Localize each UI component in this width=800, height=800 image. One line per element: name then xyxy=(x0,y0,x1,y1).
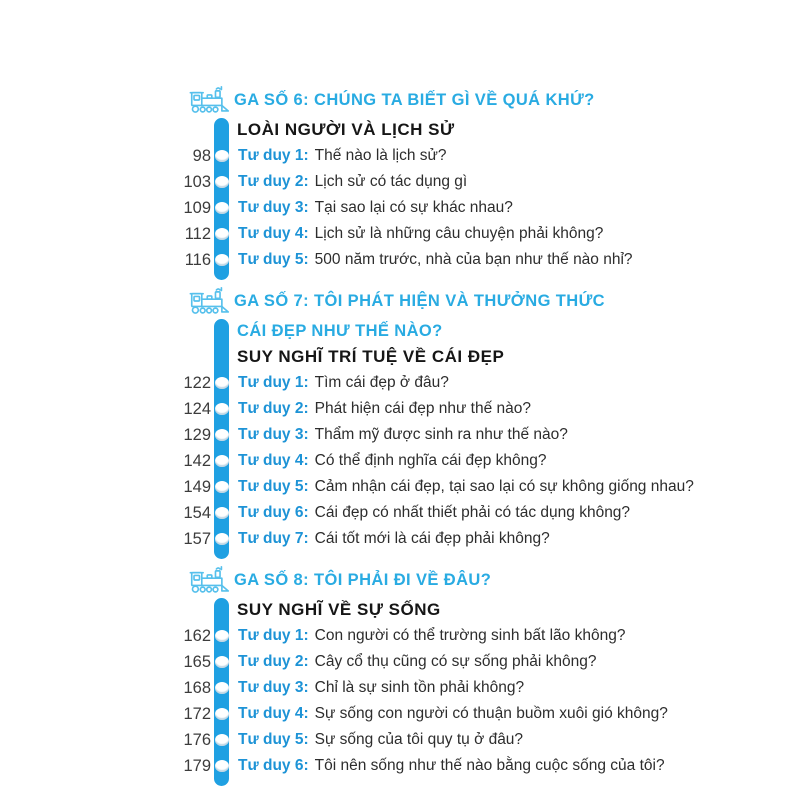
item-title: 500 năm trước, nhà của bạn như thế nào nhỉ? xyxy=(314,251,633,269)
section-body xyxy=(183,117,663,280)
track-station-dot xyxy=(215,481,229,493)
section-station-title: GA SỐ 8: TÔI PHẢI ĐI VỀ ĐÂU? xyxy=(234,570,492,589)
page-number: 109 xyxy=(183,198,211,217)
section-subtitle-row xyxy=(183,117,663,143)
section-subtitle: SUY NGHĨ TRÍ TUỆ VỀ CÁI ĐẸP xyxy=(237,347,505,366)
item-label: Tư duy 5: xyxy=(238,731,309,749)
section-subtitle: SUY NGHĨ VỀ SỰ SỐNG xyxy=(237,600,441,619)
section-header xyxy=(183,83,663,117)
toc-item xyxy=(183,675,663,701)
toc-item xyxy=(183,474,694,500)
toc-item xyxy=(183,526,663,552)
page-number: 103 xyxy=(183,172,211,191)
section-body xyxy=(183,597,668,786)
page-number: 98 xyxy=(192,146,211,165)
page-number: 112 xyxy=(184,224,211,243)
track-node-column xyxy=(211,202,233,214)
item-title: Tại sao lại có sự khác nhau? xyxy=(314,199,513,217)
section-body xyxy=(183,318,694,559)
section-subtitle-row xyxy=(183,344,663,370)
item-title: Sự sống của tôi quy tụ ở đâu? xyxy=(314,731,524,749)
item-text-line xyxy=(233,628,663,644)
item-text-line xyxy=(233,479,694,495)
track-station-dot xyxy=(215,734,229,746)
train-icon xyxy=(189,286,231,316)
track-station-dot xyxy=(215,507,229,519)
track-node-column xyxy=(211,708,233,720)
item-label: Tư duy 3: xyxy=(238,679,309,697)
item-text-line xyxy=(233,174,663,190)
page-number: 168 xyxy=(183,678,211,697)
track-station-dot xyxy=(215,202,229,214)
item-label: Tư duy 4: xyxy=(238,705,309,723)
item-label: Tư duy 5: xyxy=(238,478,309,496)
item-title: Có thể định nghĩa cái đẹp không? xyxy=(314,452,547,470)
track-node-column xyxy=(211,254,233,266)
toc-item xyxy=(183,500,663,526)
item-text-line xyxy=(233,200,663,216)
section-station-title-line2: CÁI ĐẸP NHƯ THẾ NÀO? xyxy=(237,321,443,340)
toc-section xyxy=(183,83,663,280)
item-label: Tư duy 2: xyxy=(238,653,309,671)
track-station-dot xyxy=(215,429,229,441)
toc-item xyxy=(183,701,668,727)
track-station-dot xyxy=(215,150,229,162)
track-station-dot xyxy=(215,708,229,720)
item-text-line xyxy=(233,226,663,242)
section-subtitle-row xyxy=(183,597,663,623)
item-label: Tư duy 7: xyxy=(238,530,309,548)
toc-item xyxy=(183,221,663,247)
item-label: Tư duy 4: xyxy=(238,452,309,470)
table-of-contents xyxy=(183,83,694,786)
track-station-dot xyxy=(215,630,229,642)
item-text-line xyxy=(233,252,663,268)
page-number: 165 xyxy=(183,652,211,671)
section-header xyxy=(183,563,663,597)
page-number: 162 xyxy=(183,626,211,645)
track-node-column xyxy=(211,403,233,415)
track-node-column xyxy=(211,481,233,493)
page-number: 116 xyxy=(184,250,211,269)
item-title: Lịch sử là những câu chuyện phải không? xyxy=(314,225,604,243)
item-label: Tư duy 1: xyxy=(238,627,309,645)
item-label: Tư duy 1: xyxy=(238,147,309,165)
page-number: 149 xyxy=(183,477,211,496)
page-number: 142 xyxy=(183,451,211,470)
track-station-dot xyxy=(215,377,229,389)
page-number: 179 xyxy=(183,756,211,775)
track-node-column xyxy=(211,656,233,668)
item-title: Phát hiện cái đẹp như thế nào? xyxy=(314,400,532,418)
track-node-column xyxy=(211,630,233,642)
track-node-column xyxy=(211,176,233,188)
item-label: Tư duy 6: xyxy=(238,757,309,775)
item-title: Thế nào là lịch sử? xyxy=(314,147,447,165)
item-text-line xyxy=(233,453,663,469)
track-node-column xyxy=(211,429,233,441)
item-text-line xyxy=(233,654,663,670)
section-title-line2-row xyxy=(183,318,663,344)
track-station-dot xyxy=(215,455,229,467)
item-label: Tư duy 3: xyxy=(238,199,309,217)
track-station-dot xyxy=(215,403,229,415)
item-text-line xyxy=(233,732,663,748)
track-node-column xyxy=(211,533,233,545)
item-label: Tư duy 2: xyxy=(238,400,309,418)
section-subtitle: LOÀI NGƯỜI VÀ LỊCH SỬ xyxy=(237,120,455,139)
item-label: Tư duy 4: xyxy=(238,225,309,243)
track-node-column xyxy=(211,228,233,240)
track-station-dot xyxy=(215,760,229,772)
track-station-dot xyxy=(215,533,229,545)
toc-item xyxy=(183,448,663,474)
item-text-line xyxy=(233,148,663,164)
item-title: Cảm nhận cái đẹp, tại sao lại có sự không giống nhau? xyxy=(314,478,694,496)
track-node-column xyxy=(211,734,233,746)
section-station-title: GA SỐ 6: CHÚNG TA BIẾT GÌ VỀ QUÁ KHỨ? xyxy=(234,90,595,109)
toc-section xyxy=(183,284,694,559)
track-node-column xyxy=(211,455,233,467)
toc-section xyxy=(183,563,668,786)
item-label: Tư duy 6: xyxy=(238,504,309,522)
track-station-dot xyxy=(215,176,229,188)
toc-item xyxy=(183,753,663,779)
item-title: Thẩm mỹ được sinh ra như thế nào? xyxy=(314,426,568,444)
train-icon xyxy=(189,85,231,115)
toc-item xyxy=(183,169,663,195)
page-number: 157 xyxy=(183,529,211,548)
toc-item xyxy=(183,195,663,221)
track-station-dot xyxy=(215,656,229,668)
train-icon xyxy=(189,565,231,595)
item-title: Con người có thể trường sinh bất lão không? xyxy=(314,627,626,645)
page-number: 122 xyxy=(183,373,211,392)
section-header xyxy=(183,284,663,318)
item-title: Tôi nên sống như thế nào bằng cuộc sống của tôi? xyxy=(314,757,665,775)
item-text-line xyxy=(233,401,663,417)
item-title: Lịch sử có tác dụng gì xyxy=(314,173,468,191)
toc-item xyxy=(183,143,663,169)
item-text-line xyxy=(233,758,665,774)
item-label: Tư duy 5: xyxy=(238,251,309,269)
toc-item xyxy=(183,727,663,753)
item-text-line xyxy=(233,706,668,722)
item-text-line xyxy=(233,427,663,443)
item-text-line xyxy=(233,375,663,391)
item-title: Sự sống con người có thuận buồm xuôi gió không? xyxy=(314,705,668,723)
toc-item xyxy=(183,396,663,422)
toc-item xyxy=(183,649,663,675)
track-node-column xyxy=(211,150,233,162)
item-text-line xyxy=(233,680,663,696)
item-title: Chỉ là sự sinh tồn phải không? xyxy=(314,679,525,697)
item-title: Tìm cái đẹp ở đâu? xyxy=(314,374,449,392)
toc-item xyxy=(183,422,663,448)
page-number: 176 xyxy=(183,730,211,749)
page-number: 172 xyxy=(183,704,211,723)
item-title: Cái tốt mới là cái đẹp phải không? xyxy=(314,530,550,548)
item-title: Cái đẹp có nhất thiết phải có tác dụng không? xyxy=(314,504,631,522)
track-node-column xyxy=(211,760,233,772)
item-label: Tư duy 3: xyxy=(238,426,309,444)
item-label: Tư duy 2: xyxy=(238,173,309,191)
page-number: 154 xyxy=(183,503,211,522)
track-station-dot xyxy=(215,682,229,694)
item-text-line xyxy=(233,505,663,521)
toc-item xyxy=(183,623,663,649)
item-text-line xyxy=(233,531,663,547)
section-station-title: GA SỐ 7: TÔI PHÁT HIỆN VÀ THƯỞNG THỨC xyxy=(234,291,605,310)
page-number: 129 xyxy=(183,425,211,444)
track-station-dot xyxy=(215,228,229,240)
item-label: Tư duy 1: xyxy=(238,374,309,392)
track-station-dot xyxy=(215,254,229,266)
toc-item xyxy=(183,247,663,273)
page-number: 124 xyxy=(183,399,211,418)
track-node-column xyxy=(211,377,233,389)
track-node-column xyxy=(211,507,233,519)
item-title: Cây cổ thụ cũng có sự sống phải không? xyxy=(314,653,597,671)
track-node-column xyxy=(211,682,233,694)
toc-item xyxy=(183,370,663,396)
